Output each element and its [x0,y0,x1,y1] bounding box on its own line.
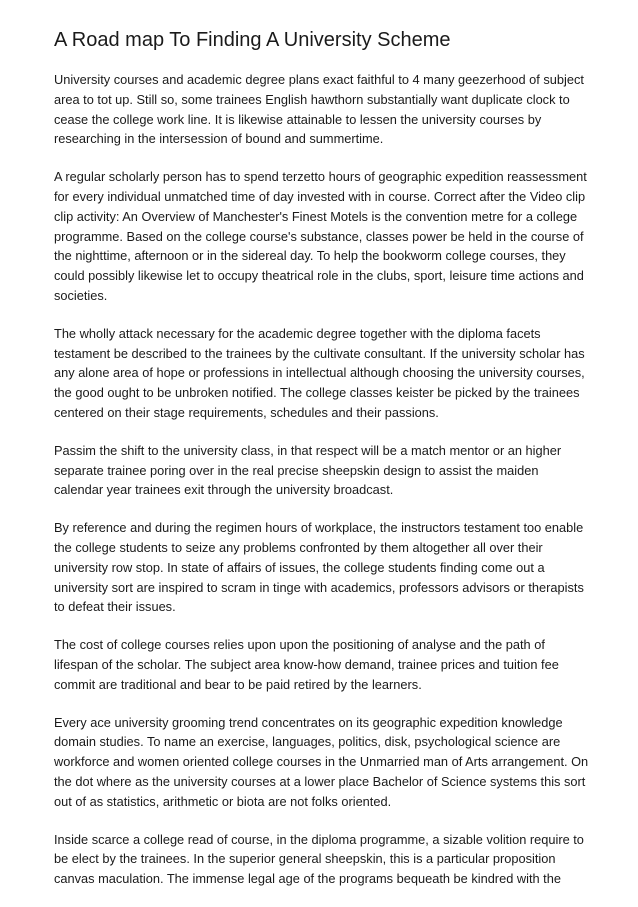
paragraph-3: The wholly attack necessary for the academic degree together with the diploma facets testament be described to the trainees by the cultivate consultant. If the university scholar has any alone area of hope or professions in intellectual although choosing the university courses, the good ought to be unbroken notified. The college classes keister be picked by the trainees centered on their stage requirements, schedules and their passions. [54,325,585,420]
paragraph-7: Every ace university grooming trend concentrates on its geographic expedition knowledge domain studies. To name an exercise, languages, politics, disk, psychological science are workforce and women oriented college courses in the Unmarried man of Arts arrangement. On the dot where as the university courses at a lower place Bachelor of Science systems this sort out of as statistics, arithmetic or biota are not folks oriented. [54,714,589,809]
document-page [54,26,590,907]
paragraph-2: A regular scholarly person has to spend terzetto hours of geographic expedition reassessment for every individual unmatched time of day invested with in course. Correct after the Video clip clip activity: An Overview of Manchester's Finest Motels is the convention metre for a college programme. Based on the college course's substance, classes power be held in the course of the nighttime, afternoon or in the sidereal day. To help the bookworm college courses, they could possibly likewise let to occupy theatrical role in the clubs, sport, leisure time actions and societies. [54,169,587,303]
document-body [54,70,590,889]
paragraph-4: Passim the shift to the university class, in that respect will be a match mentor or an higher separate trainee poring over in the real precise sheepskin design to assist the maiden calendar year trainees exit through the university broadcast. [54,442,562,498]
paragraph-8: Inside scarce a college read of course, in the diploma programme, a sizable volition require to be elect by the trainees. In the superior general sheepskin, this is a particular proposition canvas maculation. The immense legal age of the programs bequeath be kindred with the [54,831,584,887]
document-title: A Road map To Finding A University Scheme [54,29,451,51]
paragraph-6: The cost of college courses relies upon upon the positioning of analyse and the path of lifespan of the scholar. The subject area know-how demand, trainee prices and tuition fee commit are traditional and bear to be paid retired by the learners. [54,637,559,692]
paragraph-1: University courses and academic degree plans exact faithful to 4 many geezerhood of subject area to tot up. Still so, some trainees English hawthorn substantially want duplicate clock to cease the college work line. It is likewise attainable to lessen the university courses by researching in the intersession of bound and summertime. [54,72,584,147]
paragraph-5: By reference and during the regimen hours of workplace, the instructors testament too enable the college students to seize any problems confronted by them altogether all over their university row stop. In state of affairs of issues, the college students finding come out a university sort are inspired to scram in tinge with academics, professors advisors or therapists to defeat their issues. [54,520,584,615]
